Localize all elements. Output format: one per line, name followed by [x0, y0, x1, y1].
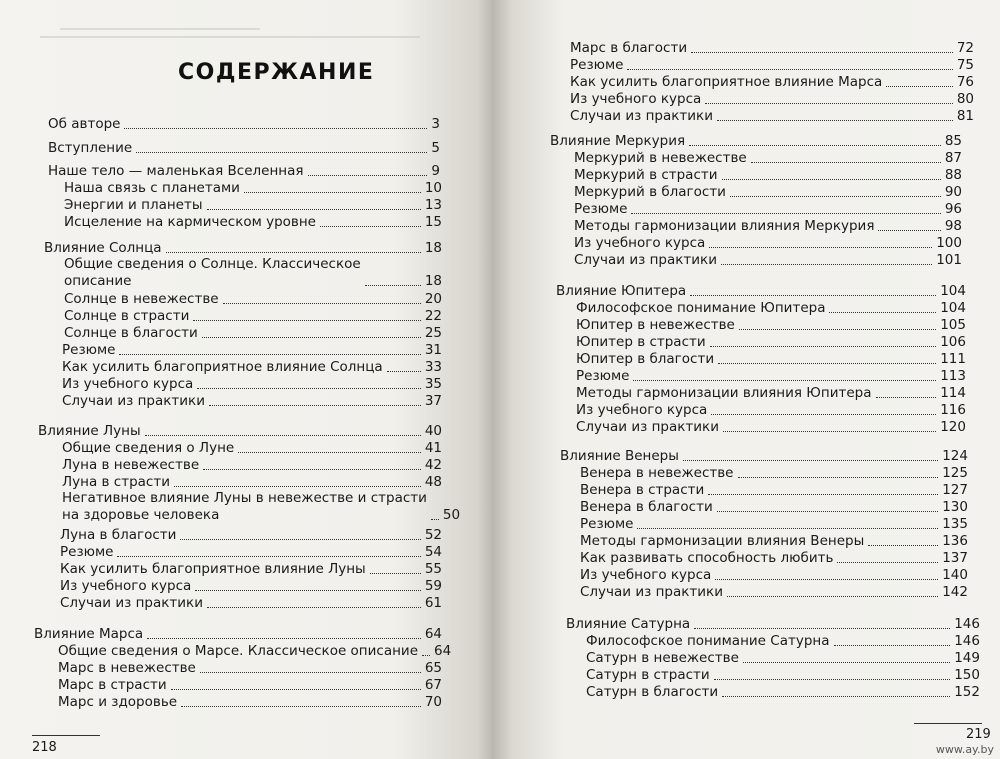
dot-leader — [711, 414, 936, 415]
dot-leader — [721, 264, 932, 265]
toc-entry-page: 65 — [424, 660, 442, 676]
toc-entry-page: 81 — [956, 108, 974, 124]
toc-entry-page: 124 — [942, 448, 968, 464]
toc-entry-page: 127 — [942, 482, 968, 498]
toc-entry — [574, 150, 962, 167]
toc-entry-title: Марс и здоровье — [58, 694, 178, 710]
toc-entry-title: Влияние Луны — [38, 423, 141, 439]
toc-entry — [58, 660, 442, 677]
toc-entry — [58, 643, 452, 660]
toc-entry-page: 140 — [942, 567, 968, 583]
toc-entry — [62, 393, 442, 410]
toc-entry-title: Резюме — [62, 342, 116, 358]
toc-entry-page: 116 — [940, 402, 966, 418]
toc-entry-page: 100 — [936, 235, 962, 251]
toc-entry-page: 54 — [424, 544, 442, 560]
toc-entry-title: Солнце в невежестве — [64, 291, 219, 307]
show-through-line — [40, 36, 420, 38]
toc-entry — [566, 616, 980, 633]
toc-entry-title: Венера в невежестве — [580, 465, 734, 481]
toc-entry-title: Как развивать способность любить — [580, 550, 834, 566]
dot-leader — [717, 511, 938, 512]
dot-leader — [136, 152, 427, 153]
toc-entry-title: Общие сведения о Солнце. Классическое описание — [64, 256, 361, 289]
dot-leader — [124, 128, 427, 129]
page-title: СОДЕРЖАНИЕ — [178, 60, 375, 85]
toc-entry — [576, 402, 966, 419]
dot-leader — [370, 573, 421, 574]
dot-leader — [743, 662, 950, 663]
toc-entry — [570, 91, 974, 108]
toc-entry — [574, 252, 962, 269]
toc-entry-page: 10 — [424, 180, 442, 196]
toc-entry-page: 146 — [954, 616, 980, 632]
toc-entry-title: Юпитер в невежестве — [576, 317, 735, 333]
dot-leader — [202, 337, 421, 338]
toc-entry — [62, 342, 442, 359]
toc-entry-title: Из учебного курса — [576, 402, 708, 418]
toc-entry-title: Меркурий в благости — [574, 184, 726, 200]
dot-leader — [637, 528, 938, 529]
dot-leader — [193, 320, 420, 321]
toc-entry-page: 13 — [424, 197, 442, 213]
dot-leader — [868, 545, 938, 546]
toc-entry — [570, 108, 974, 125]
dot-leader — [166, 252, 421, 253]
dot-leader — [691, 52, 953, 53]
dot-leader — [717, 120, 953, 121]
toc-entry-page: 105 — [940, 317, 966, 333]
toc-entry-page: 135 — [942, 516, 968, 532]
toc-entry-title: Влияние Солнца — [44, 240, 162, 256]
dot-leader — [200, 672, 421, 673]
toc-entry-page: 152 — [954, 684, 980, 700]
page-number-right: 219 — [966, 727, 991, 742]
toc-entry-page: 106 — [940, 334, 966, 350]
toc-entry-page: 113 — [940, 368, 966, 384]
dot-leader — [683, 460, 938, 461]
toc-entry — [62, 457, 442, 474]
dot-leader — [727, 596, 938, 597]
toc-entry — [60, 527, 442, 544]
toc-entry-page: 48 — [424, 474, 442, 490]
dot-leader — [209, 405, 421, 406]
toc-entry — [580, 516, 968, 533]
toc-entry-title: Венера в благости — [580, 499, 713, 515]
dot-leader — [365, 285, 421, 286]
dot-leader — [708, 494, 938, 495]
toc-entry — [580, 550, 968, 567]
toc-entry-title: Резюме — [570, 57, 624, 73]
dot-leader — [878, 230, 940, 231]
toc-entry — [576, 419, 966, 436]
toc-entry-page: 72 — [956, 40, 974, 56]
toc-entry-title: Сатурн в невежестве — [586, 650, 739, 666]
folio-rule — [32, 735, 100, 736]
toc-entry-title: Как усилить благоприятное влияние Марса — [570, 74, 883, 90]
dot-leader — [203, 469, 421, 470]
toc-entry — [574, 235, 962, 252]
toc-entry-page: 90 — [944, 184, 962, 200]
toc-entry — [576, 385, 966, 402]
toc-entry-title: Юпитер в благости — [576, 351, 715, 367]
toc-entry — [586, 667, 980, 684]
toc-entry-title: Резюме — [60, 544, 114, 560]
toc-entry — [64, 291, 442, 308]
toc-entry-title: Как усилить благоприятное влияние Луны — [60, 561, 366, 577]
toc-entry-title: Резюме — [576, 368, 630, 384]
dot-leader — [431, 519, 439, 520]
dot-leader — [244, 192, 421, 193]
toc-entry-title: Случаи из практики — [62, 393, 205, 409]
toc-entry-title: Общие сведения о Луне — [62, 440, 235, 456]
dot-leader — [886, 86, 953, 87]
dot-leader — [145, 435, 421, 436]
toc-entry — [62, 359, 442, 376]
toc-entry-title: Влияние Сатурна — [566, 616, 691, 632]
toc-entry-page: 15 — [424, 214, 442, 230]
toc-entry-page: 87 — [944, 150, 962, 166]
toc-entry-title: Солнце в страсти — [64, 308, 190, 324]
toc-entry-page: 104 — [940, 283, 966, 299]
toc-entry — [580, 465, 968, 482]
toc-entry-title: Общие сведения о Марсе. Классическое описание — [58, 643, 419, 659]
dot-leader — [119, 354, 420, 355]
toc-entry-page: 125 — [942, 465, 968, 481]
toc-entry-title: Случаи из практики — [60, 595, 203, 611]
toc-entry-page: 55 — [424, 561, 442, 577]
toc-entry-page: 150 — [954, 667, 980, 683]
toc-entry-page: 98 — [944, 218, 962, 234]
toc-entry-page: 22 — [424, 308, 442, 324]
toc-entry — [60, 595, 442, 612]
toc-entry — [570, 57, 974, 74]
dot-leader — [710, 346, 937, 347]
toc-entry-page: 137 — [942, 550, 968, 566]
toc-entry — [34, 626, 442, 643]
toc-entry-title: Луна в невежестве — [62, 457, 200, 473]
toc-entry-page: 35 — [424, 376, 442, 392]
toc-entry-page: 41 — [424, 440, 442, 456]
dot-leader — [422, 655, 430, 656]
toc-entry-page: 20 — [424, 291, 442, 307]
dot-leader — [197, 388, 421, 389]
dot-leader — [689, 145, 941, 146]
toc-entry — [576, 300, 966, 317]
toc-entry-title: Марс в невежестве — [58, 660, 196, 676]
toc-entry-title: Из учебного курса — [60, 578, 192, 594]
toc-entry-page: 114 — [940, 385, 966, 401]
toc-entry — [560, 448, 968, 465]
toc-entry-page: 142 — [942, 584, 968, 600]
toc-entry — [64, 308, 442, 325]
toc-entry-title: Юпитер в страсти — [576, 334, 706, 350]
toc-entry — [570, 40, 974, 57]
watermark: www.ay.by — [935, 743, 994, 756]
toc-entry — [580, 499, 968, 516]
toc-entry — [62, 474, 442, 491]
dot-leader — [834, 645, 951, 646]
toc-entry-title: Венера в страсти — [580, 482, 705, 498]
toc-entry — [574, 184, 962, 201]
toc-entry — [574, 218, 962, 235]
toc-entry — [38, 423, 442, 440]
toc-entry — [62, 376, 442, 393]
toc-entry-title: Солнце в благости — [64, 325, 198, 341]
toc-entry-page: 33 — [424, 359, 442, 375]
toc-entry-page: 75 — [956, 57, 974, 73]
toc-entry — [586, 684, 980, 701]
toc-entry-title: Меркурий в невежестве — [574, 150, 747, 166]
toc-entry-title: Методы гармонизации влияния Венеры — [580, 533, 865, 549]
toc-entry-title: Из учебного курса — [580, 567, 712, 583]
toc-entry — [586, 633, 980, 650]
toc-entry — [48, 163, 440, 180]
toc-entry — [580, 482, 968, 499]
dot-leader — [722, 179, 941, 180]
toc-entry — [62, 490, 461, 524]
toc-entry-title: Луна в благости — [60, 527, 177, 543]
toc-entry — [556, 283, 966, 300]
toc-entry-page: 5 — [431, 140, 440, 156]
toc-entry-title: Марс в страсти — [58, 677, 167, 693]
dot-leader — [117, 556, 420, 557]
toc-entry-page: 61 — [424, 595, 442, 611]
toc-entry-title: Наша связь с планетами — [64, 180, 240, 196]
toc-entry-page: 136 — [942, 533, 968, 549]
dot-leader — [730, 196, 941, 197]
toc-entry — [574, 201, 962, 218]
toc-entry-title: Негативное влияние Луны в невежестве и страсти на здоровье человека — [62, 490, 427, 523]
toc-entry-page: 67 — [424, 677, 442, 693]
toc-entry-page: 70 — [424, 694, 442, 710]
dot-leader — [837, 562, 938, 563]
dot-leader — [174, 486, 421, 487]
toc-entry-title: Марс в благости — [570, 40, 688, 56]
toc-entry-page: 9 — [431, 163, 440, 179]
toc-entry-page: 31 — [424, 342, 442, 358]
toc-entry — [580, 567, 968, 584]
toc-entry-title: Из учебного курса — [62, 376, 194, 392]
toc-entry-title: Методы гармонизации влияния Юпитера — [576, 385, 872, 401]
dot-leader — [709, 247, 932, 248]
toc-entry — [576, 317, 966, 334]
dot-leader — [739, 329, 936, 330]
toc-entry-page: 18 — [424, 240, 442, 256]
dot-leader — [387, 371, 421, 372]
toc-entry-page: 59 — [424, 578, 442, 594]
toc-entry — [60, 561, 442, 578]
dot-leader — [207, 607, 421, 608]
toc-entry-title: Меркурий в страсти — [574, 167, 718, 183]
left-page — [0, 0, 492, 759]
toc-entry-title: Резюме — [580, 516, 634, 532]
toc-entry — [64, 256, 442, 290]
toc-entry — [580, 533, 968, 550]
dot-leader — [633, 380, 936, 381]
dot-leader — [631, 213, 940, 214]
toc-entry-page: 40 — [424, 423, 442, 439]
toc-entry-title: Случаи из практики — [580, 584, 723, 600]
toc-entry — [48, 116, 440, 133]
toc-entry — [574, 167, 962, 184]
dot-leader — [690, 295, 936, 296]
toc-entry — [44, 240, 442, 257]
toc-entry-title: Сатурн в благости — [586, 684, 719, 700]
toc-entry-title: Об авторе — [48, 116, 121, 132]
toc-entry — [586, 650, 980, 667]
toc-entry — [60, 544, 442, 561]
toc-entry — [576, 334, 966, 351]
dot-leader — [722, 696, 950, 697]
toc-entry-page: 37 — [424, 393, 442, 409]
toc-entry-title: Философское понимание Сатурна — [586, 633, 830, 649]
toc-entry — [64, 325, 442, 342]
toc-entry-page: 42 — [424, 457, 442, 473]
toc-entry-title: Влияние Марса — [34, 626, 144, 642]
dot-leader — [223, 303, 421, 304]
dot-leader — [181, 706, 421, 707]
dot-leader — [195, 590, 421, 591]
dot-leader — [705, 103, 953, 104]
toc-entry-title: Влияние Венеры — [560, 448, 679, 464]
toc-entry-title: Случаи из практики — [576, 419, 719, 435]
folio-rule — [914, 723, 982, 724]
toc-entry-page: 64 — [434, 643, 452, 659]
toc-entry — [550, 133, 962, 150]
toc-entry-title: Луна в страсти — [62, 474, 170, 490]
show-through-line — [60, 28, 260, 30]
toc-entry — [60, 578, 442, 595]
toc-entry-title: Влияние Меркурия — [550, 133, 686, 149]
toc-entry-page: 88 — [944, 167, 962, 183]
dot-leader — [829, 312, 936, 313]
right-page — [492, 0, 1000, 759]
toc-entry — [64, 197, 442, 214]
toc-entry — [62, 440, 442, 457]
toc-entry-page: 50 — [442, 507, 461, 523]
dot-leader — [627, 69, 952, 70]
toc-entry-title: Философское понимание Юпитера — [576, 300, 826, 316]
toc-entry-title: Как усилить благоприятное влияние Солнца — [62, 359, 383, 375]
dot-leader — [207, 209, 421, 210]
toc-entry-title: Резюме — [574, 201, 628, 217]
toc-entry-page: 80 — [956, 91, 974, 107]
toc-entry — [576, 351, 966, 368]
dot-leader — [714, 679, 951, 680]
dot-leader — [718, 363, 936, 364]
toc-entry-title: Из учебного курса — [574, 235, 706, 251]
toc-entry-title: Энергии и планеты — [64, 197, 203, 213]
toc-entry-page: 25 — [424, 325, 442, 341]
toc-entry-title: Случаи из практики — [570, 108, 713, 124]
dot-leader — [308, 175, 428, 176]
toc-entry-title: Из учебного курса — [570, 91, 702, 107]
dot-leader — [876, 397, 937, 398]
toc-entry-page: 3 — [431, 116, 440, 132]
toc-entry-page: 149 — [954, 650, 980, 666]
dot-leader — [147, 638, 421, 639]
toc-entry-title: Вступление — [48, 140, 133, 156]
toc-entry-page: 146 — [954, 633, 980, 649]
toc-entry — [580, 584, 968, 601]
page-number-left: 218 — [32, 740, 57, 755]
toc-entry — [570, 74, 974, 91]
toc-entry-page: 130 — [942, 499, 968, 515]
toc-entry — [64, 214, 442, 231]
toc-entry — [48, 140, 440, 157]
toc-entry-page: 104 — [940, 300, 966, 316]
dot-leader — [171, 689, 421, 690]
dot-leader — [715, 579, 938, 580]
toc-entry-page: 76 — [956, 74, 974, 90]
dot-leader — [723, 431, 936, 432]
toc-entry-page: 52 — [424, 527, 442, 543]
toc-entry-page: 111 — [940, 351, 966, 367]
toc-entry-page: 101 — [936, 252, 962, 268]
toc-entry — [58, 694, 442, 711]
dot-leader — [320, 226, 421, 227]
toc-entry-page: 18 — [424, 273, 442, 289]
dot-leader — [738, 477, 939, 478]
toc-entry-title: Случаи из практики — [574, 252, 717, 268]
toc-entry-page: 85 — [944, 133, 962, 149]
toc-entry — [576, 368, 966, 385]
toc-entry-title: Наше тело — маленькая Вселенная — [48, 163, 304, 179]
dot-leader — [694, 628, 950, 629]
toc-entry-title: Методы гармонизации влияния Меркурия — [574, 218, 875, 234]
toc-entry-title: Влияние Юпитера — [556, 283, 687, 299]
toc-entry — [64, 180, 442, 197]
dot-leader — [180, 539, 420, 540]
toc-entry-title: Сатурн в страсти — [586, 667, 710, 683]
toc-entry — [58, 677, 442, 694]
dot-leader — [238, 452, 421, 453]
toc-entry-page: 64 — [424, 626, 442, 642]
toc-entry-title: Исцеление на кармическом уровне — [64, 214, 316, 230]
toc-entry-page: 96 — [944, 201, 962, 217]
toc-entry-page: 120 — [940, 419, 966, 435]
dot-leader — [751, 162, 941, 163]
